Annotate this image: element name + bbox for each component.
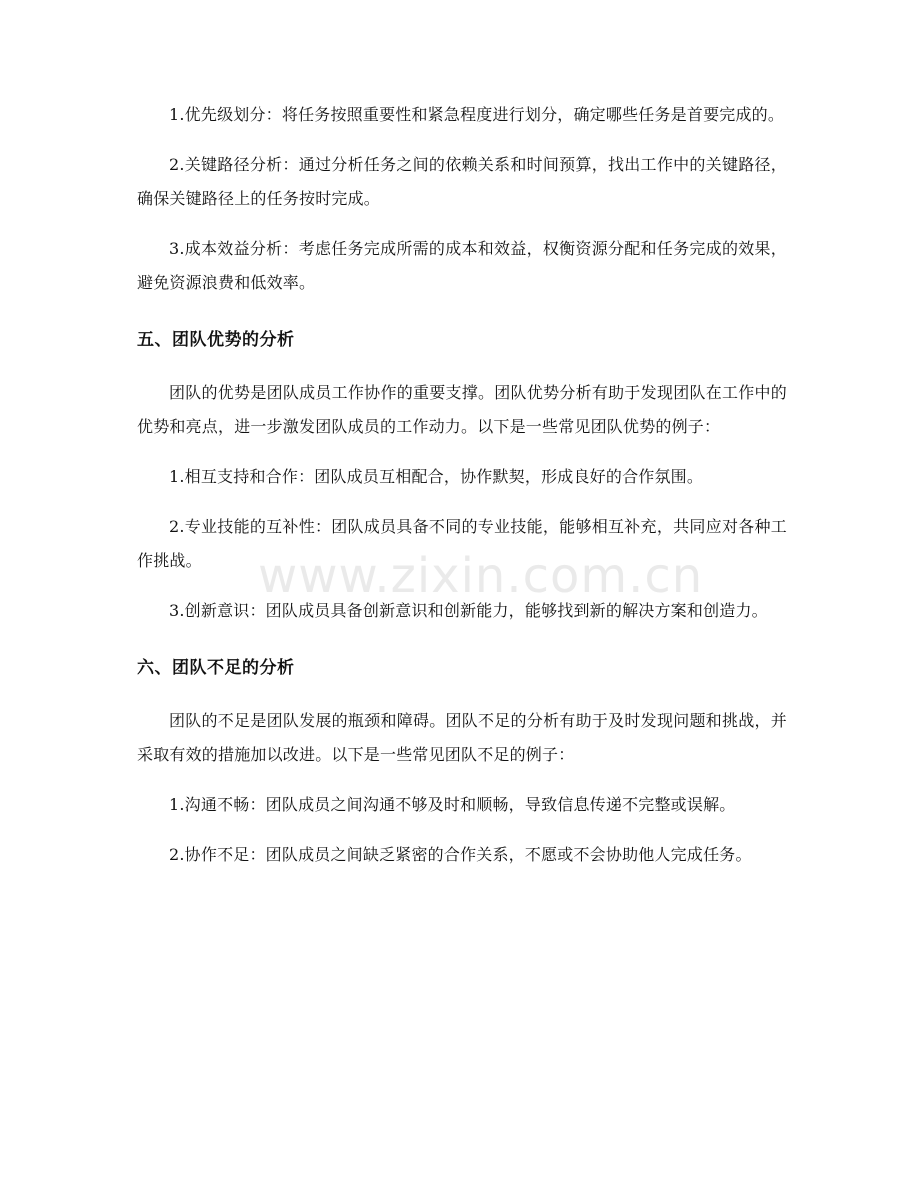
document-page [137, 98, 787, 872]
section-heading-strengths: 五、团队优势的分析 [137, 330, 295, 350]
paragraph-critical-path: 2.关键路径分析：通过分析任务之间的依赖关系和时间预算，找出工作中的关键路径，确保关键路径上的任务按时完成。 [137, 155, 787, 208]
paragraph-strength-3: 3.创新意识：团队成员具备创新意识和创新能力，能够找到新的解决方案和创造力。 [169, 601, 768, 620]
paragraph-strength-2: 2.专业技能的互补性：团队成员具备不同的专业技能，能够相互补充，共同应对各种工作挑战。 [137, 517, 787, 570]
paragraph-cost-benefit: 3.成本效益分析：考虑任务完成所需的成本和效益，权衡资源分配和任务完成的效果，避免资源浪费和低效率。 [137, 239, 787, 292]
paragraph-strengths-intro: 团队的优势是团队成员工作协作的重要支撑。团队优势分析有助于发现团队在工作中的优势和亮点，进一步激发团队成员的工作动力。以下是一些常见团队优势的例子： [137, 383, 787, 436]
paragraph-weakness-1: 1.沟通不畅：团队成员之间沟通不够及时和顺畅，导致信息传递不完整或误解。 [169, 795, 736, 814]
paragraph-weakness-2: 2.协作不足：团队成员之间缺乏紧密的合作关系，不愿或不会协助他人完成任务。 [169, 845, 752, 864]
watermark-text: www.zixin.com.cn [258, 548, 704, 604]
paragraph-strength-1: 1.相互支持和合作：团队成员互相配合，协作默契，形成良好的合作氛围。 [169, 467, 704, 486]
paragraph-priority: 1.优先级划分：将任务按照重要性和紧急程度进行划分，确定哪些任务是首要完成的。 [169, 105, 785, 124]
paragraph-weaknesses-intro: 团队的不足是团队发展的瓶颈和障碍。团队不足的分析有助于及时发现问题和挑战，并采取有效的措施加以改进。以下是一些常见团队不足的例子： [137, 711, 787, 764]
section-heading-weaknesses: 六、团队不足的分析 [137, 658, 295, 678]
